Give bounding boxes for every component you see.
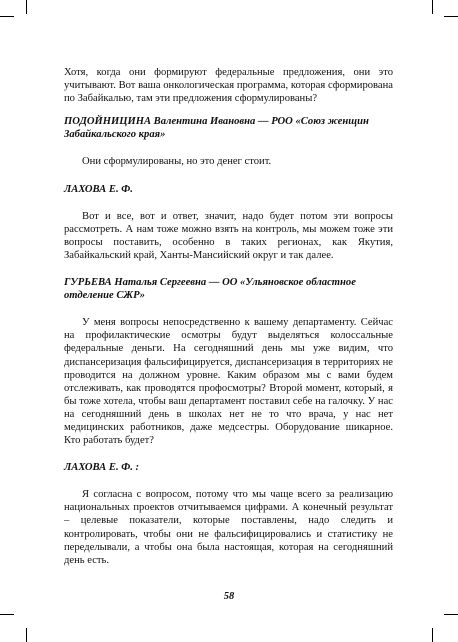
crop-mark-bottom-left — [26, 628, 27, 642]
crop-mark-top-left-h — [0, 16, 14, 17]
paragraph-lakhova-2: Я согласна с вопросом, потому что мы чаще всего за реализацию национальных проектов отчитываемся цифрами. А конечный результат – целевые показатели, которые поставлены, надо следить и контролировать, чтобы они не фальсифицировались и статистику не переделывали, а чтобы она была настоящая, которая на сегодняшний день есть. — [64, 489, 393, 566]
paragraph-guryeva: У меня вопросы непосредственно к вашему департаменту. Сейчас на профилактические осмотры будут выделяться колоссальные федеральные деньги. На сегодняшний день мы уже видим, что диспансеризация фальсифицируется, диспансеризация в территориях не проводится на должном уровне. Каким образом мы с вами будем отслеживать, как проводятся профосмотры? Второй момент, который, я бы тоже хотела, чтобы ваш департамент поставил себе на галочку. У нас на сегодняшний день в школах нет не то что врача, у нас нет медицинских работников, даже медсестры. Оборудование шикарное. Кто работать будет? — [64, 317, 393, 447]
page-number: 58 — [223, 591, 235, 602]
speaker-lakhova-1: ЛАХОВА Е. Ф. — [64, 183, 133, 195]
paragraph-lakhova-1: Вот и все, вот и ответ, значит, надо будет потом эти вопросы рассмотреть. А нам тоже можно взять на контроль, мы можем тоже эти вопросы поставить, особенно в таких регионах, как Якутия, Забайкальский край, Ханты-Мансийский округ и так далее. — [64, 210, 393, 261]
speaker-podoynitsina: ПОДОЙНИЦИНА Валентина Ивановна — РОО «Союз женщин Забайкальского края» — [64, 116, 369, 141]
crop-mark-top-left — [26, 0, 27, 14]
speaker-lakhova-2: ЛАХОВА Е. Ф. : — [64, 462, 140, 474]
crop-mark-top-right-h — [444, 16, 458, 17]
paragraph-podoynitsina: Они сформулированы, но это денег стоит. — [82, 156, 272, 168]
speaker-guryeva: ГУРЬЕВА Наталья Сергеевна — ОО «Ульяновское областное отделение СЖР» — [64, 277, 356, 302]
crop-mark-top-right — [432, 0, 433, 14]
crop-mark-bottom-left-h — [0, 614, 14, 615]
crop-mark-bottom-right — [432, 628, 433, 642]
page-body — [64, 66, 393, 567]
paragraph-intro: Хотя, когда они формируют федеральные предложения, они это учитывают. Вот ваша онкологическая программа, которая сформирована по Забайкалью, там эти предложения сформулированы? — [64, 67, 393, 105]
crop-mark-bottom-right-h — [444, 614, 458, 615]
